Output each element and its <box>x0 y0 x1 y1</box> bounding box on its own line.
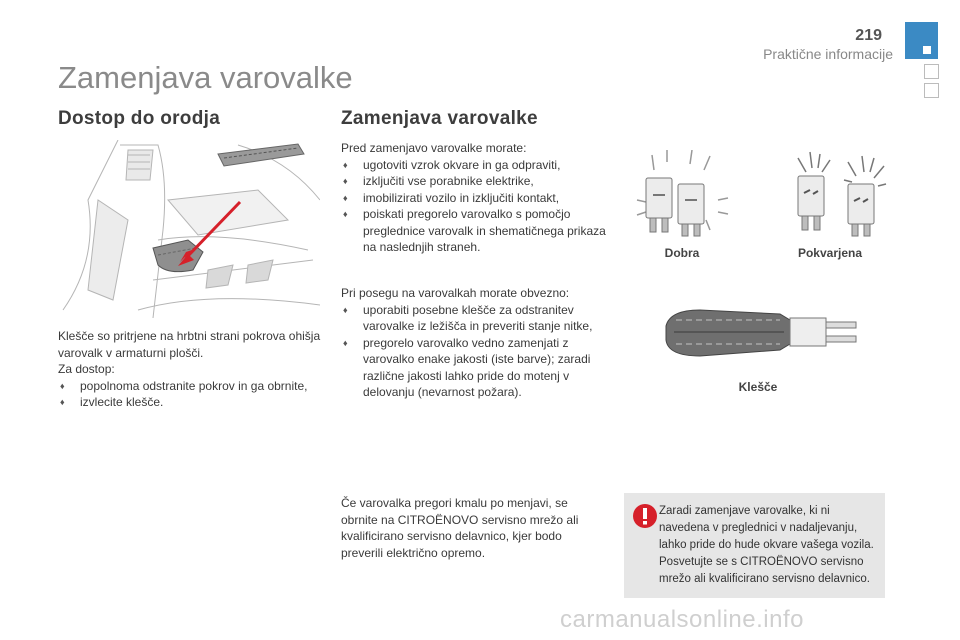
section-heading-access: Dostop do orodja <box>58 108 221 129</box>
tab-marker-icon <box>923 46 931 54</box>
list-item: ♦ izvlecite klešče. <box>58 394 323 411</box>
list-item: ♦ poiskati pregorelo varovalko s pomočjo preglednice varovalk in shematičnega prikaza na naslednjih straneh. <box>341 206 606 256</box>
during-label: Pri posegu na varovalkah morate obvezno: <box>341 286 570 300</box>
warning-icon <box>632 503 658 534</box>
blown-fuse-illustration <box>786 150 896 240</box>
page-number: 219 <box>855 27 882 44</box>
chapter-tab[interactable] <box>924 64 939 79</box>
list-item: ♦ uporabiti posebne klešče za odstranitev varovalke iz ležišča in preveriti stanje nitke, <box>341 302 606 335</box>
access-instructions <box>58 328 323 411</box>
caption-blown-fuse: Pokvarjena <box>797 246 863 260</box>
page-title: Zamenjava varovalke <box>58 60 353 95</box>
access-label: Za dostop: <box>58 362 115 376</box>
before-list <box>341 157 606 256</box>
during-instructions <box>341 285 606 401</box>
warning-box <box>624 493 885 598</box>
before-label: Pred zamenjavo varovalke morate: <box>341 141 527 155</box>
watermark: carmanualsonline.info <box>560 606 804 633</box>
list-item: ♦ ugotoviti vzrok okvare in ga odpraviti, <box>341 157 606 174</box>
section-heading-replacement: Zamenjava varovalke <box>341 108 538 129</box>
before-instructions <box>341 140 606 256</box>
caption-pliers: Klešče <box>738 380 778 394</box>
list-item: ♦ izključiti vse porabnike elektrike, <box>341 173 606 190</box>
during-list <box>341 302 606 401</box>
access-intro: Klešče so pritrjene na hrbtni strani pokrova ohišja varovalk v armaturni plošči. <box>58 329 321 360</box>
list-item: ♦ popolnoma odstranite pokrov in ga obrnite, <box>58 378 323 395</box>
section-label: Praktične informacije <box>763 46 893 62</box>
service-note: Če varovalka pregori kmalu po menjavi, se obrnite na CITROËNOVO servisno mrežo ali kvalificirano servisno delavnico, kjer bodo preverili električno opremo. <box>341 496 579 560</box>
list-item: ♦ imobilizirati vozilo in izključiti kontakt, <box>341 190 606 207</box>
fuse-pliers-illustration <box>660 300 860 365</box>
chapter-tab[interactable] <box>924 83 939 98</box>
dashboard-illustration <box>58 140 320 318</box>
list-item: ♦ pregorelo varovalko vedno zamenjati z varovalko enake jakosti (iste barve); zaradi različne jakosti lahko pride do motenj v delovanju (nevarnost požara). <box>341 335 606 401</box>
chapter-tab-active[interactable] <box>905 22 938 59</box>
caption-good-fuse: Dobra <box>664 246 700 260</box>
good-fuse-illustration <box>632 150 732 240</box>
access-steps <box>58 378 323 411</box>
warning-text: Zaradi zamenjave varovalke, ki ni navedena v preglednici v nadaljevanju, lahko pride do hude okvare vašega vozila. Posvetujte se s CITROËNOVO servisno mrežo ali kvalificirano servisno delavnico. <box>659 505 874 585</box>
